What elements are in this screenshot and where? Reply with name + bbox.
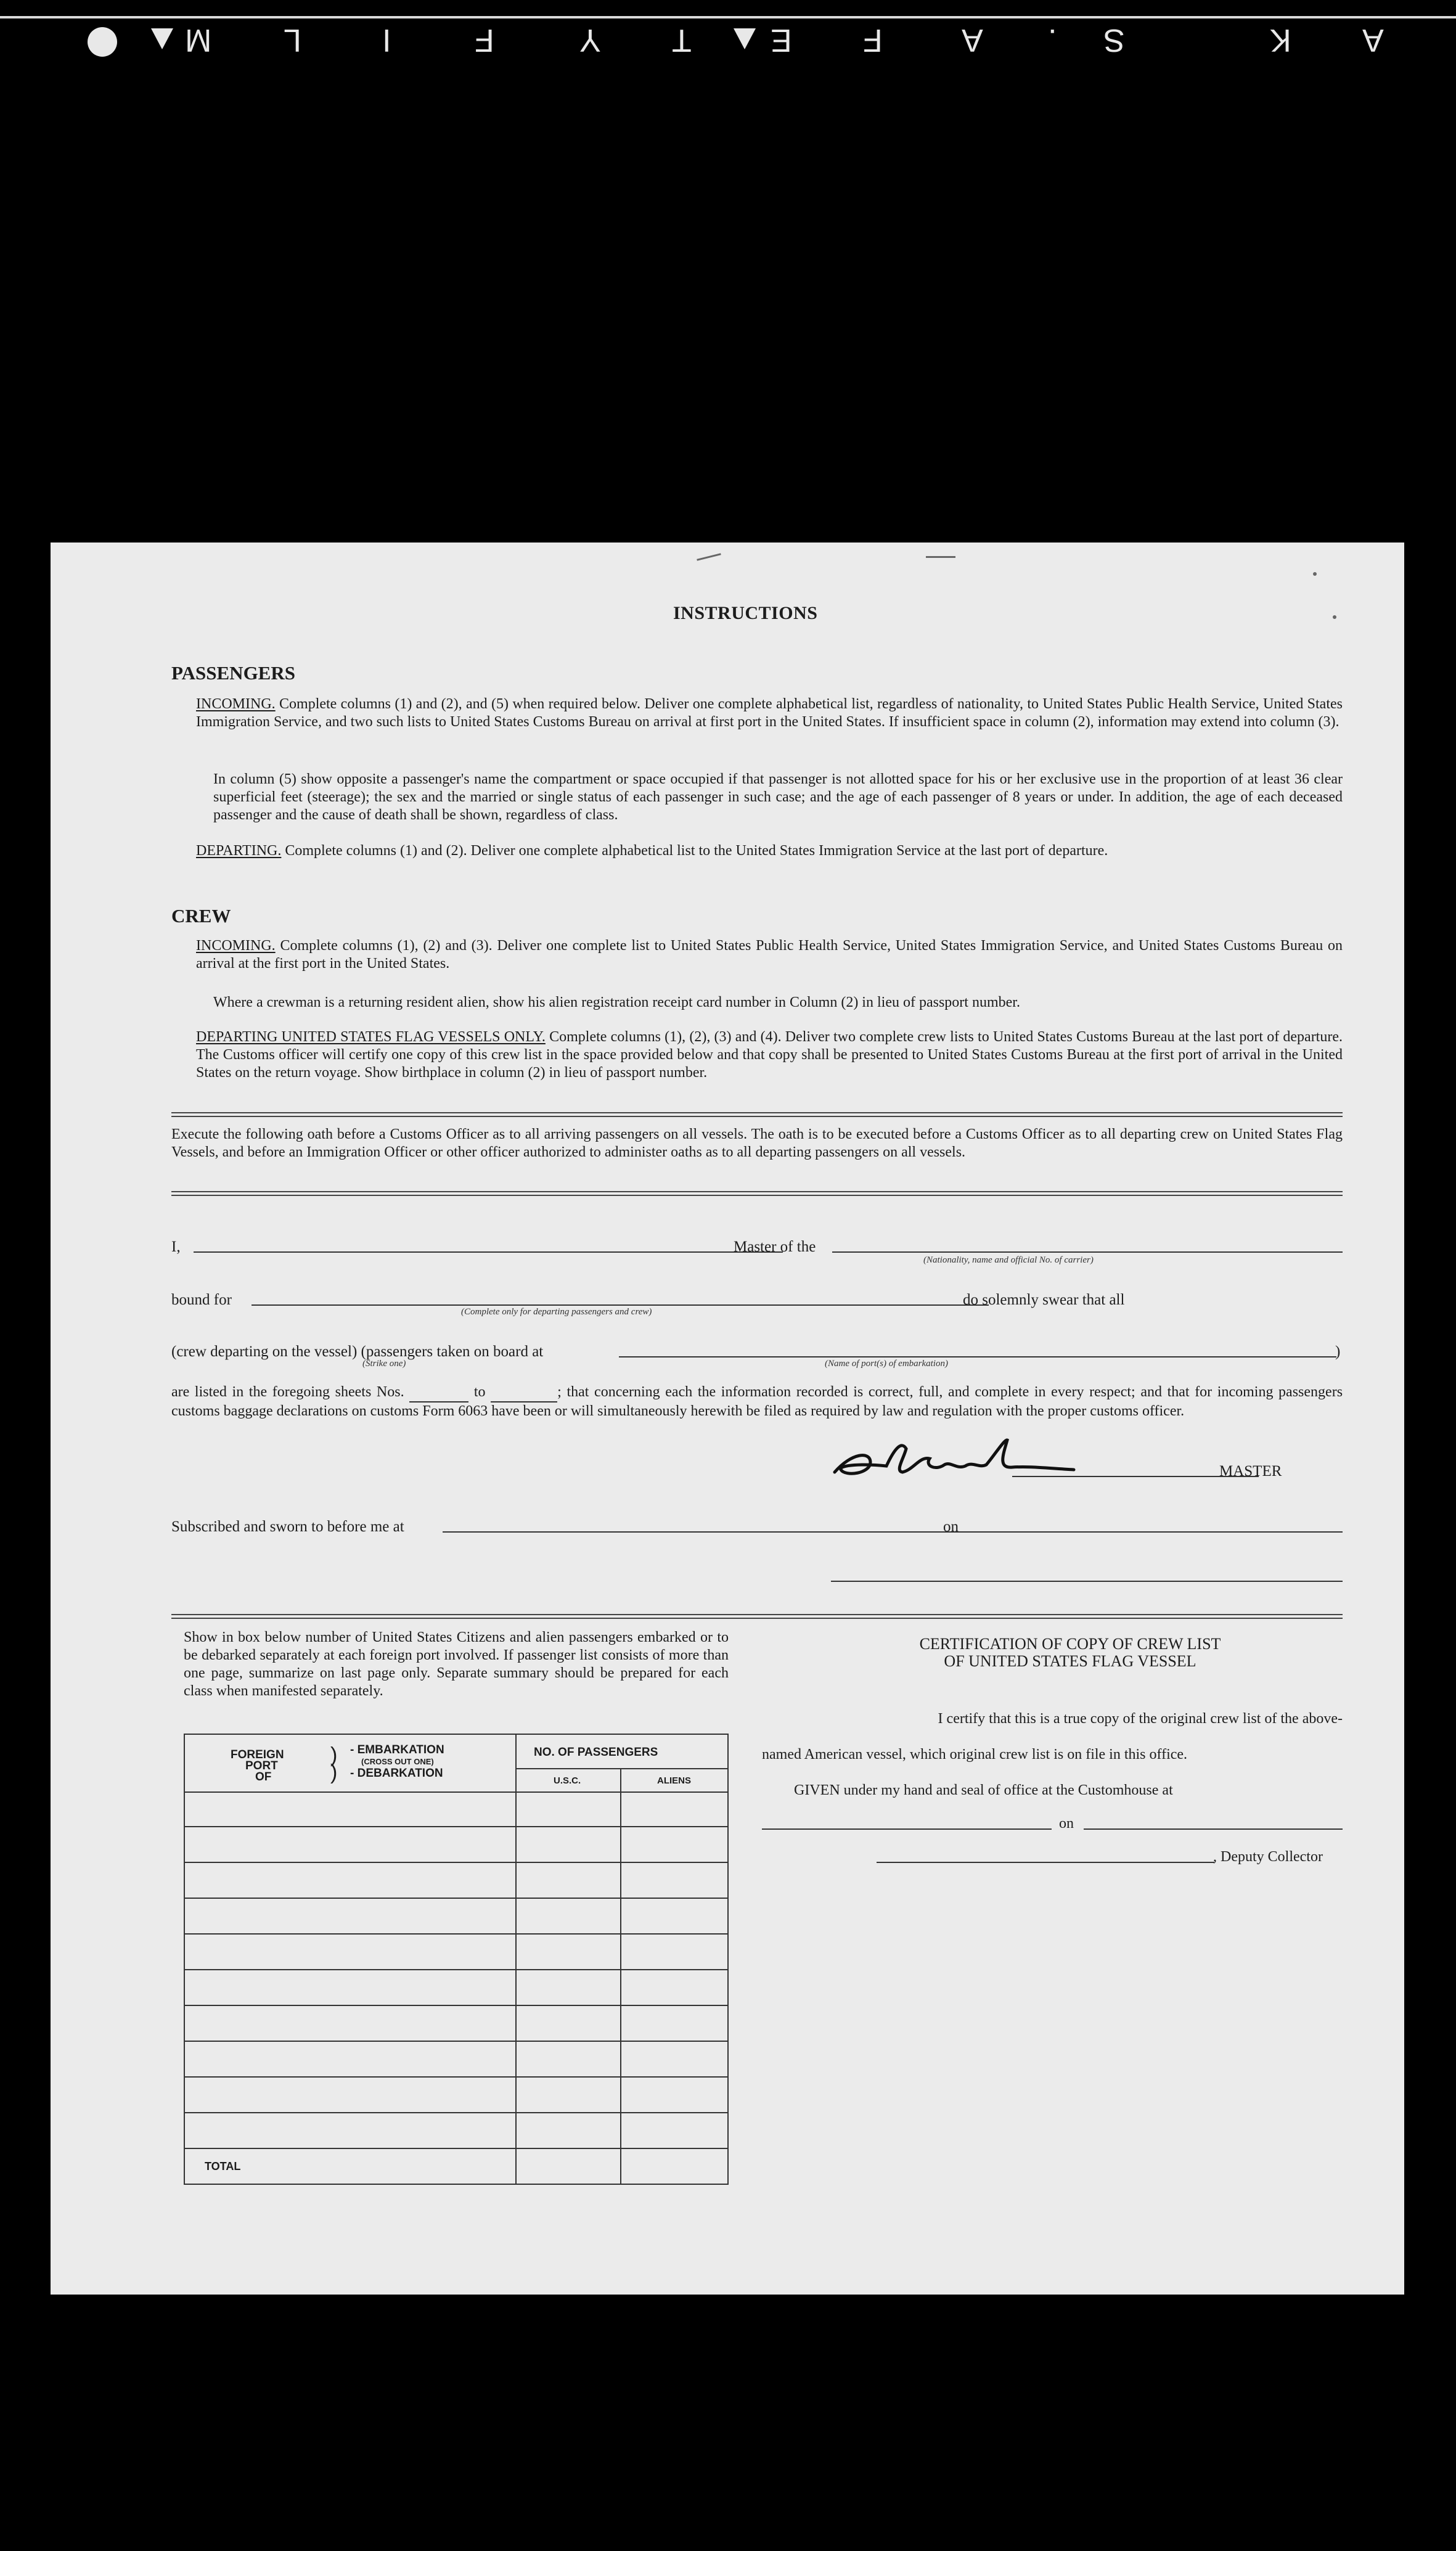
table-row bbox=[185, 1862, 727, 1863]
master-signature bbox=[827, 1434, 1086, 1496]
sheet-to-field[interactable] bbox=[491, 1383, 557, 1402]
table-row bbox=[185, 1933, 727, 1935]
film-letter: I bbox=[382, 22, 391, 58]
film-letter: T bbox=[672, 22, 692, 58]
film-triangle-icon bbox=[734, 28, 756, 49]
close-paren: ) bbox=[1335, 1343, 1341, 1360]
passenger-summary-table bbox=[184, 1734, 729, 2185]
table-row-divider bbox=[185, 1791, 727, 1793]
film-letter: F bbox=[863, 22, 883, 58]
master-of-label: Master of the bbox=[734, 1239, 816, 1255]
crew-heading: CREW bbox=[171, 905, 231, 927]
subscribed-label: Subscribed and sworn to before me at bbox=[171, 1518, 404, 1535]
col-of: OF bbox=[255, 1771, 272, 1783]
table-row bbox=[185, 2112, 727, 2113]
film-letter: L bbox=[284, 22, 301, 58]
instructions-title: INSTRUCTIONS bbox=[673, 603, 818, 623]
crew-incoming-paragraph bbox=[196, 937, 1343, 973]
passengers-incoming-text: Complete columns (1) and (2), and (5) when required below. Deliver one complete alphabetical list, regardless of nationality, to United States Public Health Service, United States Immigration Service, and two such lists to United States Customs Bureau on arrival at first port in the United States. If insufficient space in column (2), information may extend into column (3). bbox=[196, 696, 1343, 730]
crew-resident-text: Where a crewman is a returning resident alien, show his alien registration receipt card number in Column (2) in lieu of passport number. bbox=[213, 994, 1020, 1010]
deputy-collector-label: , Deputy Collector bbox=[1213, 1849, 1323, 1865]
passengers-heading: PASSENGERS bbox=[171, 662, 295, 684]
section-divider bbox=[171, 1614, 1343, 1619]
film-triangle-icon bbox=[151, 28, 173, 49]
table-col-divider bbox=[620, 1768, 621, 2184]
film-header-strip bbox=[0, 18, 1456, 62]
port-caption: (Name of port(s) of embarkation) bbox=[825, 1359, 948, 1369]
customhouse-field[interactable] bbox=[762, 1828, 1052, 1830]
col-debarkation: - DEBARKATION bbox=[350, 1767, 443, 1780]
crew-incoming-label: INCOMING. bbox=[196, 938, 276, 954]
listed-text-b: ; that concerning each the information recorded is correct, full, and complete in every respect; and that for incoming passengers customs baggage declarations on customs Form 6063 have been or will simultaneously herewith be filed as required by law and regulation with the proper customs officer. bbox=[171, 1384, 1343, 1419]
passengers-incoming-label: INCOMING. bbox=[196, 696, 276, 712]
film-letter: M bbox=[185, 22, 212, 58]
oath-i-label: I, bbox=[171, 1239, 181, 1255]
brace-left: ) bbox=[330, 1761, 338, 1784]
section-divider bbox=[171, 1191, 1343, 1196]
listed-to: to bbox=[473, 1384, 486, 1400]
bound-for-label: bound for bbox=[171, 1292, 232, 1308]
ink-speck bbox=[1333, 615, 1336, 619]
document-sheet bbox=[51, 543, 1404, 2295]
bound-for-field[interactable] bbox=[252, 1304, 989, 1306]
certification-title-a: CERTIFICATION OF COPY OF CREW LIST bbox=[919, 1635, 1221, 1653]
strike-one-caption: (Strike one) bbox=[362, 1359, 406, 1369]
certification-title-b: OF UNITED STATES FLAG VESSEL bbox=[944, 1652, 1196, 1670]
col-embarkation: - EMBARKATION bbox=[350, 1743, 444, 1756]
film-circle-icon bbox=[88, 27, 117, 57]
certify-line-a: I certify that this is a true copy of the original crew list of the above- bbox=[938, 1711, 1343, 1727]
sheet-from-field[interactable] bbox=[409, 1383, 468, 1402]
film-letter: F bbox=[475, 22, 494, 58]
crew-departing-text: Complete columns (1), (2), (3) and (4). Deliver two complete crew lists to United States Customs Bureau at the last port of departure. The Customs officer will certify one copy of this crew list in the space provided below and that copy shall be presented to United States Customs Bureau at the first port of arrival in the United States on the return voyage. Show birthplace in column (2) in lieu of passport number. bbox=[196, 1029, 1343, 1081]
brace-left: ) bbox=[330, 1743, 338, 1767]
passengers-incoming-paragraph bbox=[196, 695, 1343, 731]
ink-mark bbox=[926, 556, 955, 558]
ink-mark bbox=[697, 553, 721, 561]
crew-departing-paragraph bbox=[196, 1028, 1343, 1082]
table-col-divider bbox=[515, 1735, 517, 2184]
table-row bbox=[185, 2041, 727, 2042]
passengers-departing-paragraph bbox=[196, 842, 1343, 860]
ink-speck bbox=[1313, 572, 1317, 576]
oath-body bbox=[171, 1383, 1343, 1420]
film-letter: A bbox=[962, 22, 983, 58]
film-letter: A bbox=[1362, 22, 1384, 58]
carrier-field[interactable] bbox=[832, 1251, 1343, 1253]
col-cross-out: (CROSS OUT ONE) bbox=[361, 1757, 434, 1766]
crew-departing-label: DEPARTING UNITED STATES FLAG VESSELS ONLY. bbox=[196, 1029, 546, 1045]
film-letter: K bbox=[1270, 22, 1291, 58]
table-header-divider bbox=[515, 1768, 727, 1769]
cert-on-label: on bbox=[1059, 1816, 1074, 1832]
bound-for-caption: (Complete only for departing passengers and crew) bbox=[461, 1307, 652, 1317]
carrier-caption: (Nationality, name and official No. of carrier) bbox=[923, 1255, 1094, 1265]
col-usc: U.S.C. bbox=[554, 1775, 581, 1786]
table-row bbox=[185, 1969, 727, 1970]
given-line: GIVEN under my hand and seal of office at the Customhouse at bbox=[794, 1782, 1173, 1798]
cert-date-field[interactable] bbox=[1084, 1828, 1343, 1830]
summary-intro: Show in box below number of United States Citizens and alien passengers embarked or to be debarked separately at each foreign port involved. If passenger list consists of more than one page, summarize on last page only. Separate summary should be prepared for each class when manifested separately. bbox=[184, 1629, 729, 1699]
crew-departing-choice: (crew departing on the vessel) (passengers taken on board at bbox=[171, 1343, 544, 1360]
col-no-passengers: NO. OF PASSENGERS bbox=[534, 1746, 658, 1759]
table-row bbox=[185, 2076, 727, 2078]
swear-label: do solemnly swear that all bbox=[963, 1292, 1125, 1308]
passengers-departing-label: DEPARTING. bbox=[196, 843, 282, 859]
sworn-date-field[interactable] bbox=[967, 1531, 1343, 1533]
master-label: MASTER bbox=[1219, 1463, 1282, 1480]
port-embarkation-field[interactable] bbox=[619, 1356, 1336, 1357]
master-name-field[interactable] bbox=[194, 1251, 783, 1253]
col-aliens: ALIENS bbox=[657, 1775, 692, 1786]
film-letter: Y bbox=[579, 22, 601, 58]
table-row bbox=[185, 1898, 727, 1899]
table-row bbox=[185, 2005, 727, 2006]
listed-text-a: are listed in the foregoing sheets Nos. bbox=[171, 1384, 404, 1400]
col-foreign: FOREIGN bbox=[231, 1748, 284, 1761]
passengers-departing-text: Complete columns (1) and (2). Deliver one complete alphabetical list to the United States Immigration Service at the last port of departure. bbox=[285, 843, 1108, 859]
sworn-on-label: on bbox=[943, 1518, 959, 1535]
deputy-collector-signature[interactable] bbox=[877, 1862, 1214, 1863]
officer-signature-line[interactable] bbox=[831, 1581, 1343, 1582]
film-letter: . bbox=[1048, 22, 1057, 58]
table-row bbox=[185, 1826, 727, 1827]
sworn-place-field[interactable] bbox=[443, 1531, 985, 1533]
table-total-label: TOTAL bbox=[205, 2160, 241, 2172]
section-divider bbox=[171, 1112, 1343, 1117]
certify-line-b: named American vessel, which original crew list is on file in this office. bbox=[762, 1746, 1188, 1763]
col-port: PORT bbox=[245, 1759, 278, 1772]
crew-incoming-text: Complete columns (1), (2) and (3). Deliver one complete list to United States Public Health Service, United States Immigration Service, and United States Customs Bureau on arrival at the first port in the United States. bbox=[196, 938, 1343, 972]
table-row bbox=[185, 2148, 727, 2149]
film-letter: E bbox=[771, 22, 792, 58]
oath-intro: Execute the following oath before a Customs Officer as to all arriving passengers on all vessels. The oath is to be executed before a Customs Officer as to all departing crew on United States Flag Vessels, and before an Immigration Officer or other officer authorized to administer oaths as to all departing passengers on all vessels. bbox=[171, 1126, 1343, 1160]
film-letter: S bbox=[1103, 22, 1125, 58]
passengers-column5-text: In column (5) show opposite a passenger's name the compartment or space occupied if that passenger is not allotted space for his or her exclusive use in the proportion of at least 36 clear superficial feet (steerage); the sex and the married or single status of each passenger in such case; and the age of each passenger of 8 years or under. In addition, the age of each deceased passenger and the cause of death shall be shown, regardless of class. bbox=[213, 771, 1343, 823]
